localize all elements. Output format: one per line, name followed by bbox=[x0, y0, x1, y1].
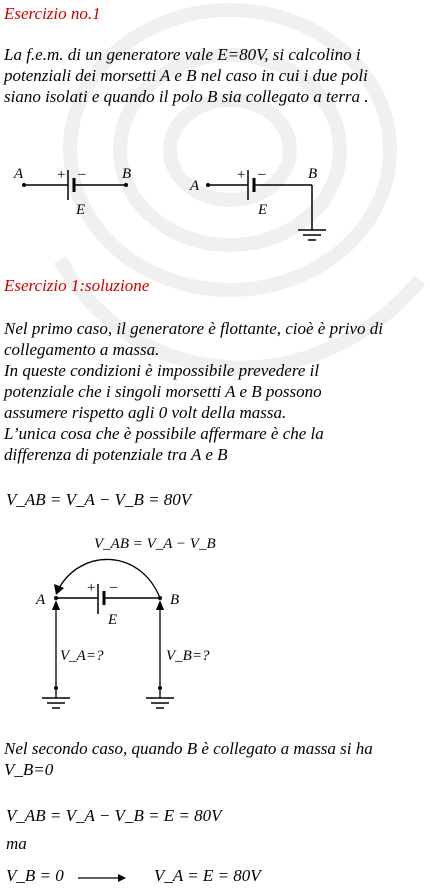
solution-text-line: assumere rispetto agli 0 volt della massa. bbox=[4, 403, 287, 422]
solution-text-line: differenza di potenziale tra A e B bbox=[4, 445, 228, 464]
label-e: E bbox=[108, 612, 118, 628]
label-minus: – bbox=[78, 166, 86, 182]
equation-vab: V_AB = V_A − V_B = 80V bbox=[6, 490, 192, 509]
label-plus: + bbox=[56, 167, 67, 183]
word-ma: ma bbox=[6, 834, 27, 853]
label-a: A bbox=[36, 592, 46, 608]
equation-va-e: V_A = E = 80V bbox=[154, 866, 261, 885]
label-b: B bbox=[170, 592, 180, 608]
terminal-a-dot bbox=[22, 183, 26, 187]
label-plus: + bbox=[86, 580, 97, 596]
label-plus: + bbox=[236, 167, 247, 183]
solution-text-line: potenziale che i singoli morsetti A e B possono bbox=[4, 382, 322, 401]
terminal-a-dot bbox=[206, 183, 210, 187]
equation-vb-zero: V_B = 0 bbox=[6, 866, 64, 885]
exercise-text-line: siano isolati e quando il polo B sia collegato a terra . bbox=[4, 87, 369, 106]
solution-text-line: collegamento a massa. bbox=[4, 340, 160, 359]
label-minus: – bbox=[258, 166, 266, 182]
solution-text-line: In queste condizioni è impossibile prevedere il bbox=[4, 361, 320, 380]
solution-text bbox=[4, 318, 428, 465]
label-b: B bbox=[122, 166, 132, 182]
label-a: A bbox=[14, 166, 24, 182]
arrowhead bbox=[54, 584, 64, 595]
second-case-text bbox=[4, 738, 428, 780]
label-vb: V_B=? bbox=[166, 648, 210, 664]
label-va: V_A=? bbox=[60, 648, 104, 664]
solution-text-line: L’unica cosa che è possibile affermare è che la bbox=[4, 424, 324, 443]
label-vab: V_AB = V_A − V_B bbox=[94, 536, 216, 552]
label-b: B bbox=[308, 166, 318, 182]
circuit-isolated bbox=[10, 160, 150, 220]
label-minus: – bbox=[110, 579, 118, 595]
terminal-b-dot bbox=[124, 183, 128, 187]
label-a: A bbox=[190, 178, 200, 194]
implies-arrow bbox=[76, 872, 128, 884]
exercise-text-line: potenziali dei morsetti A e B nel caso in cui i due poli bbox=[4, 66, 368, 85]
exercise-text-line: La f.e.m. di un generatore vale E=80V, si calcolino i bbox=[4, 45, 361, 64]
second-case-line: Nel secondo caso, quando B è collegato a massa si ha bbox=[4, 739, 373, 758]
circuit-floating-potentials bbox=[20, 528, 240, 718]
exercise-text bbox=[4, 44, 428, 107]
label-e: E bbox=[258, 202, 268, 218]
solution-text-line: Nel primo caso, il generatore è flottante, cioè è privo di bbox=[4, 319, 383, 338]
second-case-line: V_B=0 bbox=[4, 760, 54, 779]
label-e: E bbox=[76, 202, 86, 218]
vab-arrow bbox=[58, 559, 160, 598]
equation-vab-e: V_AB = V_A − V_B = E = 80V bbox=[6, 806, 222, 825]
solution-title: Esercizio 1:soluzione bbox=[4, 276, 150, 295]
exercise-title: Esercizio no.1 bbox=[4, 4, 101, 23]
circuit-grounded bbox=[170, 160, 330, 250]
